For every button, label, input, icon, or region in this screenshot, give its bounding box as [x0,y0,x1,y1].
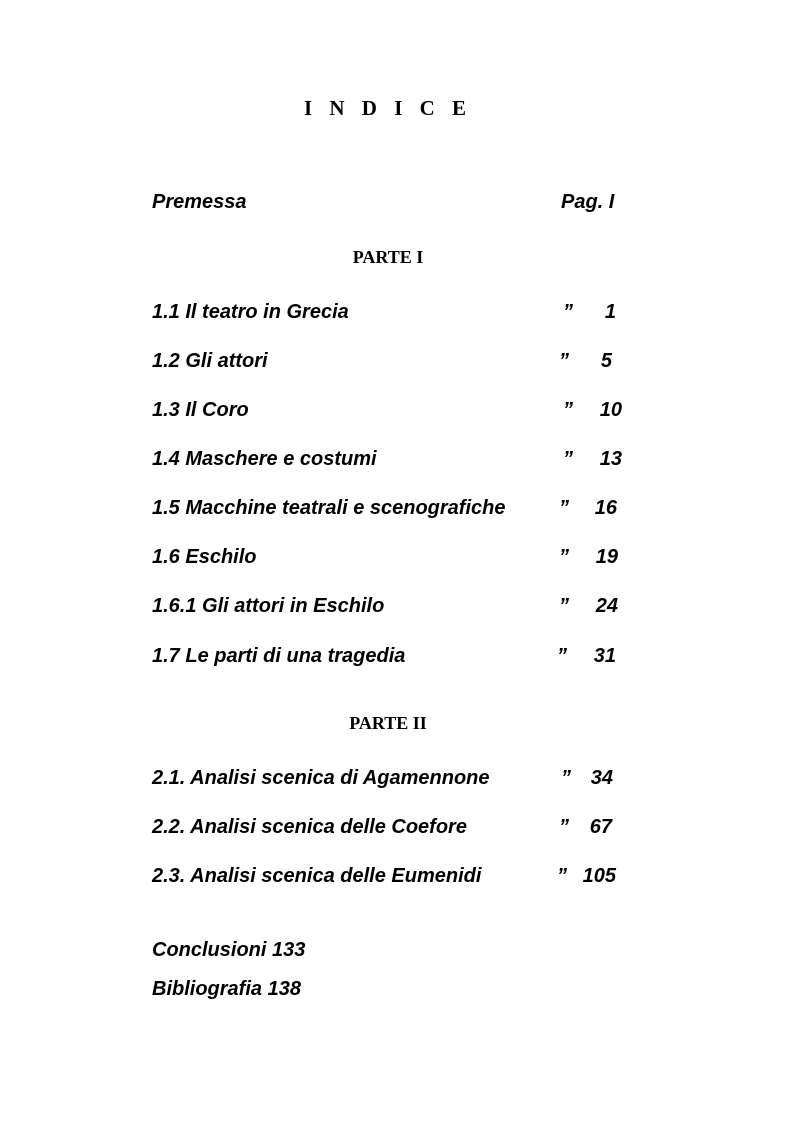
toc-entry: 2.1. Analisi scenica di Agamennone [152,767,490,789]
part-heading-2: PARTE II [349,713,427,733]
ditto-mark: ” [563,399,573,421]
toc-page-number: 1 [604,301,616,323]
toc-premessa-page: Pag. I [561,191,615,213]
toc-page-number: 13 [599,448,622,470]
part-heading-1: PARTE I [352,247,424,267]
toc-page-number: 5 [600,350,612,372]
ditto-mark: ” [561,767,571,789]
toc-page-number: 19 [595,546,618,568]
toc-page-number: 105 [582,865,616,887]
page-title: I N D I C E [303,96,473,120]
toc-entry: 1.1 Il teatro in Grecia [152,301,349,323]
ditto-mark: ” [559,546,569,568]
toc-page-number: 16 [594,497,617,519]
ditto-mark: ” [563,301,573,323]
toc-entry: 2.3. Analisi scenica delle Eumenidi [152,865,482,887]
toc-entry-premessa: Premessa [152,191,247,213]
toc-entry: 2.2. Analisi scenica delle Coefore [152,816,467,838]
ditto-mark: ” [557,865,567,887]
ditto-mark: ” [563,448,573,470]
toc-entry: 1.4 Maschere e costumi [152,448,377,470]
ditto-mark: ” [559,595,569,617]
toc-entry: 1.7 Le parti di una tragedia [152,645,406,667]
toc-page-number: 67 [589,816,612,838]
toc-entry: 1.3 Il Coro [152,399,249,421]
toc-page-number: 31 [593,645,616,667]
toc-entry: 1.5 Macchine teatrali e scenografiche [152,497,506,519]
toc-page-number: 10 [599,399,622,421]
toc-page-number: 34 [590,767,613,789]
ditto-mark: ” [557,645,567,667]
conclusioni-entry: Conclusioni 133 [152,939,306,961]
ditto-mark: ” [559,350,569,372]
toc-page-number: 24 [595,595,618,617]
ditto-mark: ” [559,816,569,838]
ditto-mark: ” [559,497,569,519]
bibliografia-entry: Bibliografia 138 [152,978,301,1000]
toc-entry: 1.6.1 Gli attori in Eschilo [152,595,385,617]
toc-entry: 1.6 Eschilo [152,546,257,568]
toc-entry: 1.2 Gli attori [152,350,268,372]
